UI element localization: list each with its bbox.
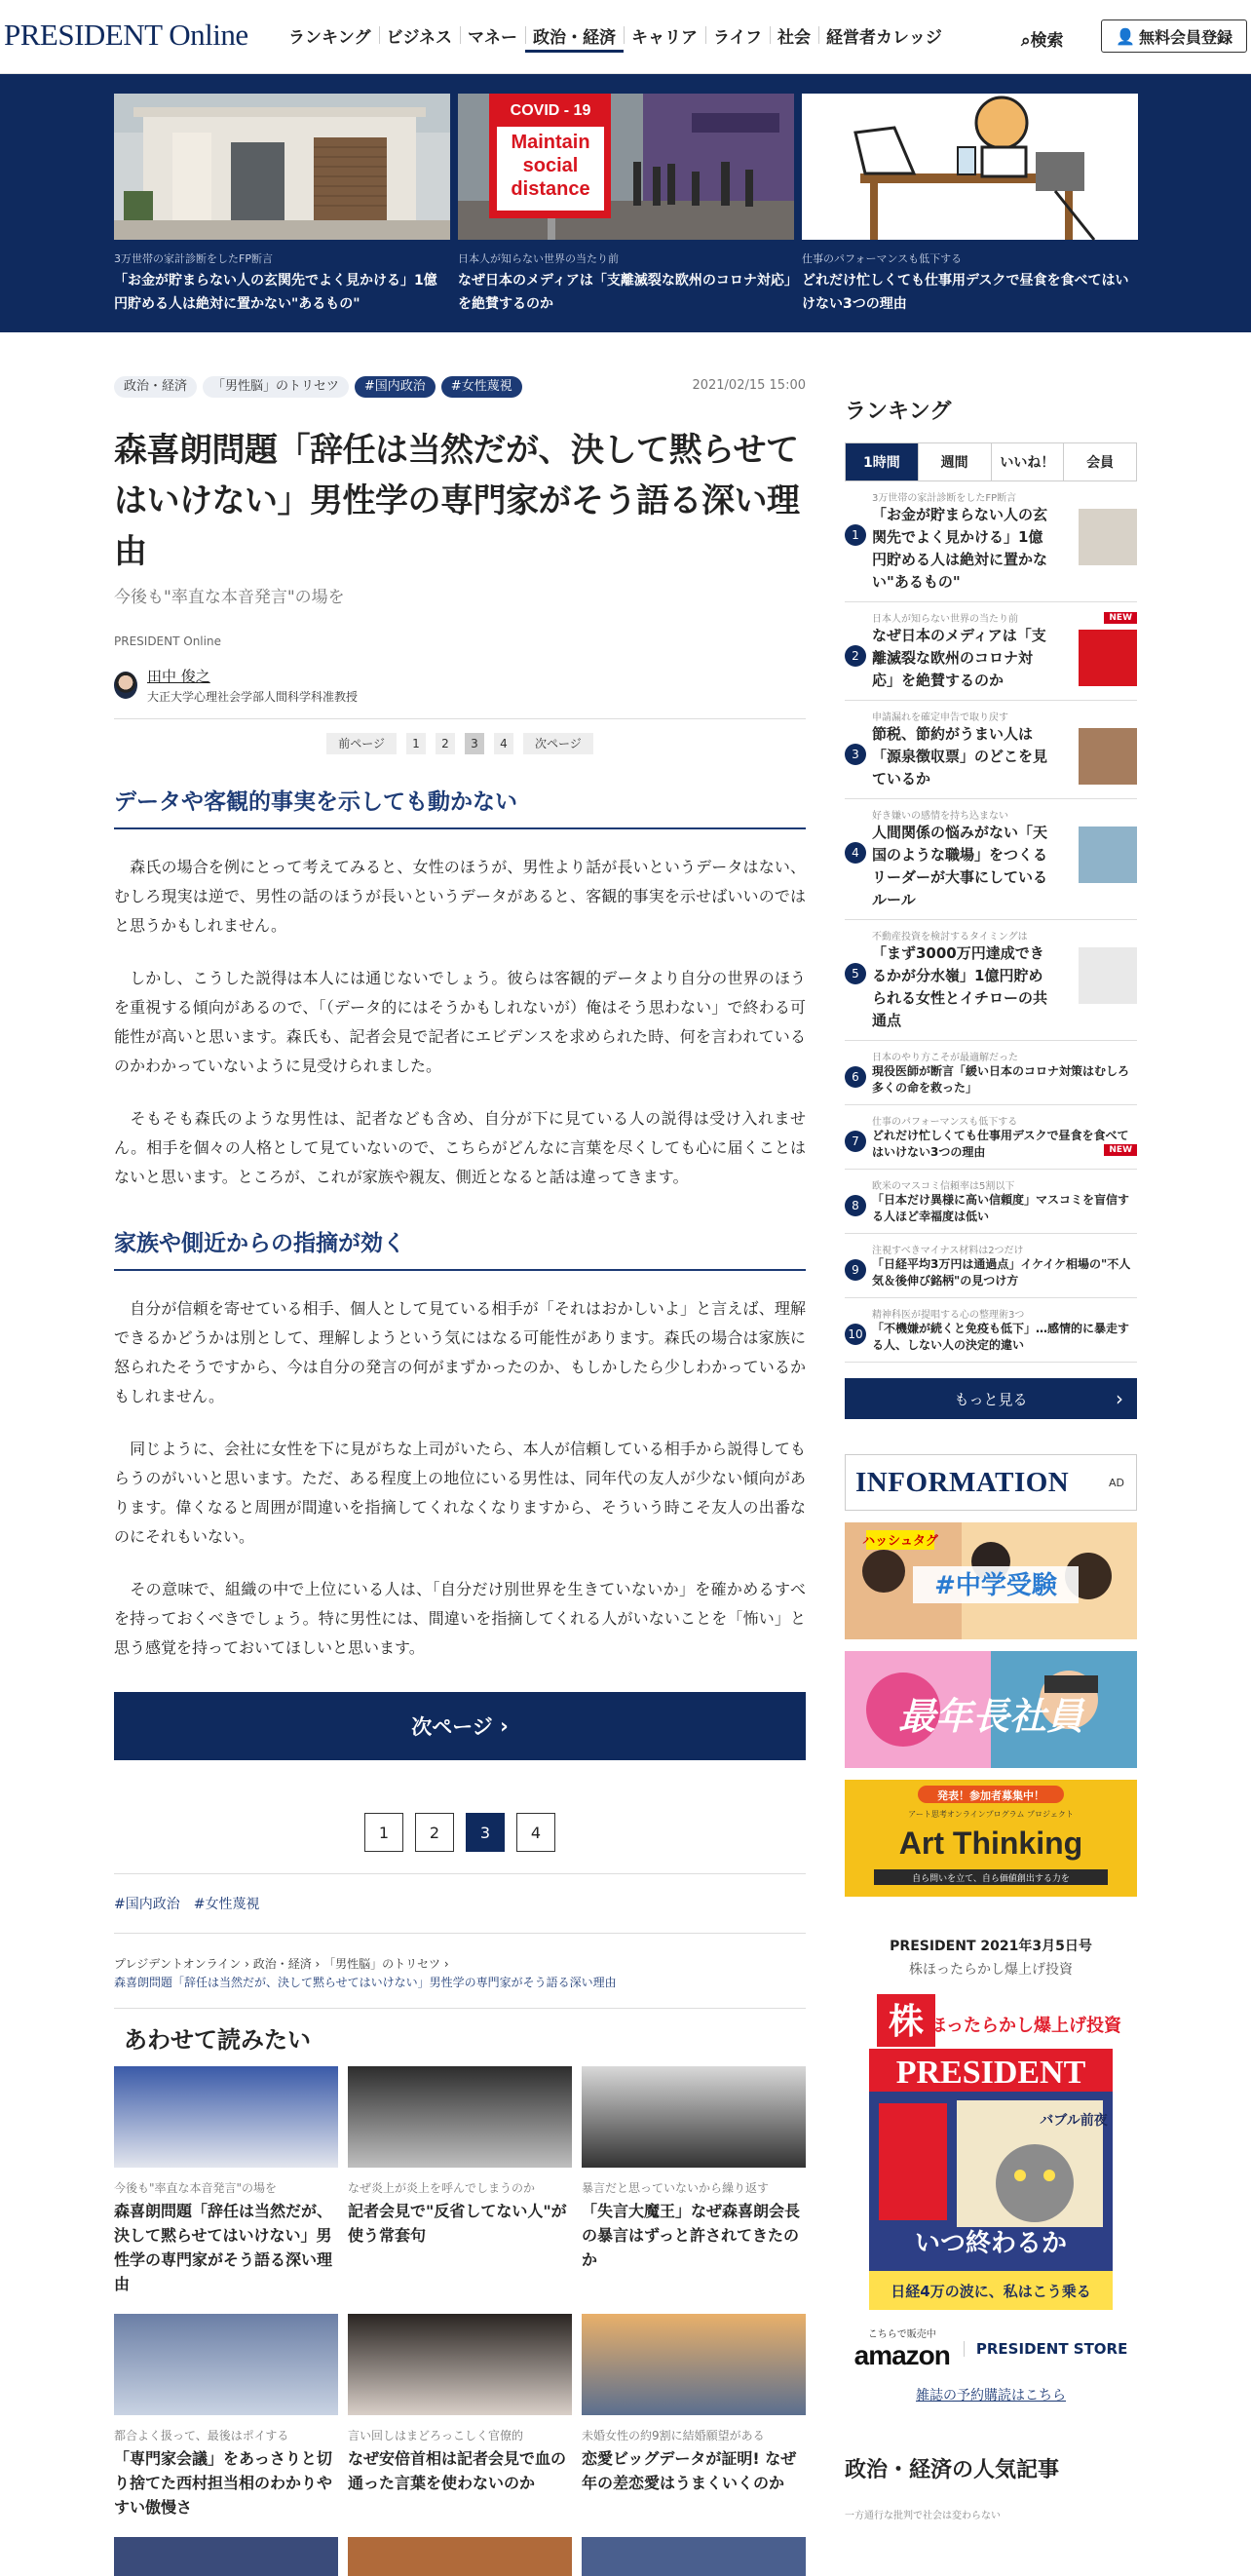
magazine-subtitle: 株ほったらかし爆上げ投資 [909,1962,1073,1978]
more-button[interactable] [845,1378,1137,1419]
bottom-tags [114,1873,806,1934]
related-card[interactable] [114,2066,338,2296]
ranking-number: 7 [845,1131,866,1152]
ranking-number: 1 [845,524,866,546]
ranking-item-category: 日本人が知らない世界の当たり前 [872,614,1018,625]
article-tag[interactable]: #女性蔑視 [441,376,522,398]
related-row [114,2537,806,2576]
breadcrumb-separator: › [311,1957,324,1971]
paragraph: しかし、こうした説得は本人には通じないでしょう。彼らは客観的データより自分の世界のほうを重視する傾向があるので、「（データ的にはそうかもしれないが）俺はそう思わない」で終わる可能性が高いと思います。森氏も、記者会見で記者にエビデンスを求められた時、何を言われているのかわかっていないように見受けられました。 [114,969,806,1075]
magazine-issue: PRESIDENT 2021年3月5日号 [890,1939,1092,1954]
related-card[interactable] [582,2066,806,2296]
new-badge: NEW [1104,612,1137,624]
store-links [845,2326,1137,2371]
cover-bubble: バブル前夜 [1040,2113,1108,2129]
related-card-category: 未婚女性の約9割に結婚願望がある [582,2429,765,2442]
ranking-thumbnail [1079,827,1137,883]
paragraph: 自分が信頼を寄せている相手、個人として見ている相手が「それはおかしいよ」と言えば、理解できるかどうかは別として、理解しようという気にはなる可能性があります。森氏の場合は家族に怒られたそうですから、今は自分の発言の何がまずかったのか、もしかしたら少しわかっているかもしれません。 [114,1299,806,1405]
related-card-category: なぜ炎上が炎上を呼んでしまうのか [348,2181,536,2195]
ranking-item[interactable] [845,1170,1137,1234]
related-card[interactable] [114,2314,338,2519]
hero-carousel [0,74,1251,332]
related-card-category: 都合よく扱って、最後はポイする [114,2429,289,2442]
hero-card-category: 3万世帯の家計診断をしたFP断言 [114,252,273,265]
related-image-minister-mask [114,2314,338,2415]
ranking-tab[interactable]: 会員 [1086,455,1115,471]
related-card[interactable] [582,2314,806,2519]
ranking-item-title: 「お金が貯まらない人の玄関先でよく見かける」1億円貯める人は絶対に置かない"あるもの" [872,506,1048,591]
page-number-button[interactable]: 3 [465,733,484,754]
article-tag[interactable]: #国内政治 [355,376,436,398]
breadcrumb-separator: › [440,1957,449,1971]
related-image-abe [348,2314,572,2415]
information-heading: INFORMATION [855,1466,1070,1498]
breadcrumb-item[interactable]: 「男性脳」のトリセツ [323,1957,441,1971]
banner-art-title: Art Thinking [898,1826,1083,1861]
new-badge: NEW [1104,1144,1137,1156]
cover-logo: PRESIDENT [895,2055,1086,2091]
sign-line-4: distance [511,178,590,200]
amazon-caption: こちらで販売中 [867,2329,936,2340]
chevron-right-icon: › [1116,1387,1123,1410]
article-subtitle: 今後も"率直な本音発言"の場を [114,588,345,607]
chevron-right-icon: › [492,1714,509,1738]
prev-page-button[interactable] [326,733,397,754]
article-date: 2021/02/15 15:00 [692,378,806,393]
page-number-button[interactable]: 2 [436,733,455,754]
ranking-number: 10 [845,1324,866,1345]
hero-card-title: どれだけ忙しくても仕事用デスクで昼食を食べてはいけない3つの理由 [802,273,1129,312]
ranking-item-category: 精神科医が提唱する心の整理術3つ [872,1310,1025,1321]
nav-item[interactable]: ビジネス [379,23,461,53]
article-title: 森喜朗問題「辞任は当然だが、決して黙らせてはいけない」男性学の専門家がそう語る深い理由 [114,431,800,571]
hero-image-covid-sign [458,94,794,240]
related-card-image-more[interactable] [582,2537,806,2576]
related-card-image-more[interactable] [114,2537,338,2576]
bottom-tag[interactable]: #女性蔑視 [193,1897,260,1912]
ranking-number: 8 [845,1195,866,1216]
popular-first-category: 一方通行な批判で社会は変わらない [845,2511,1001,2521]
author-block [114,666,806,719]
author-name[interactable]: 田中 俊之 [147,668,210,685]
next-page-small-button[interactable]: 次ページ [523,733,593,754]
related-card-title: 森喜朗問題「辞任は当然だが、決して黙らせてはいけない」男性学の専門家がそう語る深い理由 [114,2202,333,2293]
ranking-item[interactable] [845,1105,1137,1170]
page-number-button[interactable]: 4 [494,733,513,754]
paragraph: その意味で、組織の中で上位にいる人は、「自分だけ別世界を生きていないか」を確かめるすべを持っておくべきでしょう。特に男性には、間違いを指摘してくれる人がいないことを「怖い」と思う感覚を持っておいてほしいと思います。 [114,1580,806,1657]
nav-item[interactable]: ライフ [705,23,770,53]
author-avatar [114,672,137,699]
ranking-tab[interactable]: 1時間 [846,443,919,481]
ranking-item[interactable] [845,602,1137,701]
ranking-item[interactable] [845,1234,1137,1298]
section-heading: データや客観的事実を示しても動かない [114,784,806,829]
page-number-button[interactable]: 1 [364,1813,403,1852]
register-button[interactable] [1101,19,1247,53]
ranking-item-title: 節税、節約がうまい人は「源泉徴収票」のどこを見ているか [872,725,1048,788]
related-card-title: なぜ安倍首相は記者会見で血の通った言葉を使わないのか [348,2449,567,2492]
related-card-category: 今後も"率直な本音発言"の場を [114,2181,278,2195]
related-card[interactable] [348,2314,572,2519]
ranking-tab[interactable]: いいね！ [992,443,1065,481]
ranking-item-category: 欧米のマスコミ信頼率は5割以下 [872,1181,1015,1192]
breadcrumb-item[interactable]: 政治・経済 [252,1957,312,1971]
ranking-thumbnail [1079,509,1137,565]
ranking-thumbnail [1079,630,1137,686]
ranking-item-category: 注視すべきマイナス材料は2つだけ [872,1246,1024,1256]
site-logo[interactable]: PRESIDENT Online [4,18,248,52]
nav-item[interactable]: 社会 [770,23,818,53]
nav-item[interactable]: マネー [460,23,525,53]
hero-image-house [114,94,450,240]
article-meta [114,375,806,398]
related-row [114,2066,806,2296]
banner-oldest-employee[interactable] [845,1651,1137,1768]
ranking-item-category: 仕事のパフォーマンスも低下する [872,1117,1018,1128]
breadcrumb-trail [114,1955,806,1974]
nav-item[interactable]: キャリア [624,23,705,53]
related-image-bowing [348,2066,572,2168]
popular-heading: 政治・経済の人気記事 [845,2458,1060,2482]
register-label: 無料会員登録 [1138,27,1232,47]
ranking-number: 9 [845,1259,866,1281]
magazine-cover[interactable] [869,1988,1121,2310]
sign-line-2: Maintain [511,132,590,153]
related-card-title: 恋愛ビッグデータが証明! なぜ年の差恋愛はうまくいくのか [582,2449,797,2492]
hero-card-title: なぜ日本のメディアは「支離滅裂な欧州のコロナ対応」を絶賛するのか [458,273,791,312]
ranking-item-category: 好き嫌いの感情を持ち込まない [872,811,1008,822]
search-link[interactable] [1021,26,1064,51]
sign-line-3: social [522,155,579,176]
hero-card-title: 「お金が貯まらない人の玄関先でよく見かける」1億円貯める人は絶対に置かない"あるもの" [114,273,437,312]
cover-big-text: いつ終わるか [914,2229,1068,2258]
ranking-number: 2 [845,645,866,667]
subscription-link[interactable]: 雑誌の予約購読はこちら [916,2388,1066,2403]
ranking-thumbnail [1079,728,1137,785]
ranking-item[interactable] [845,1041,1137,1105]
ranking-item-title: どれだけ忙しくても仕事用デスクで昼食を食べてはいけない3つの理由 [872,1129,1129,1159]
ranking-item-title: 「日経平均3万円は通過点」イケイケ相場の"不人気＆後伸び銘柄"の見つけ方 [872,1257,1131,1288]
sign-line-1: COVID - 19 [510,102,591,119]
search-label: 検索 [1030,31,1064,51]
next-page-label: 次ページ [411,1715,493,1739]
ranking-list [845,481,1137,1363]
banner-exam-text: #中学受験 [934,1571,1057,1600]
article-source: PRESIDENT Online [114,634,221,648]
related-card-category: 暴言だと思っていないから繰り返す [582,2181,770,2195]
prev-page-label: 前ページ [338,737,385,750]
ranking-item-category: 申請漏れを確定申告で取り戻す [872,712,1008,723]
ranking-item-category: 3万世帯の家計診断をしたFP断言 [872,493,1017,504]
main-nav [281,23,950,53]
ranking-item-title: 人間関係の悩みがない「天国のような職場」をつくるリーダーが大事にしているルール [872,824,1048,908]
ranking-item-title: 現役医師が断言「緩い日本のコロナ対策はむしろ多くの命を救った」 [872,1064,1130,1095]
related-card[interactable] [348,2066,572,2296]
paragraph: 同じように、会社に女性を下に見がちな上司がいたら、本人が信頼している相手から説得してもらうのがいいと思います。ただ、ある程度上の地位にいる男性は、同年代の友人が少ない傾向があります。偉くなると周囲が間違いを指摘してくれなくなりますから、そういう時こそ友人の出番なのにそれもいない。 [114,1440,806,1546]
paragraph: 森氏の場合を例にとって考えてみると、女性のほうが、男性より話が長いというデータはない、むしろ現実は逆で、男性の話のほうが長いというデータがあると、客観的事実を示せばいいのではと思うかもしれません。 [114,858,806,935]
breadcrumb [114,1955,806,1992]
more-label: もっと見る [954,1390,1028,1408]
cover-headline: ほったらかし爆上げ投資 [929,2016,1121,2036]
amazon-link[interactable] [854,2326,950,2371]
ranking-item-title: 「不機嫌が続くと免疫も低下」…感情的に暴走する人、しない人の決定的違い [872,1322,1130,1352]
breadcrumb-current: 森喜朗問題「辞任は当然だが、決して黙らせてはいけない」男性学の専門家がそう語る深い理由 [114,1976,617,1989]
nav-item[interactable]: 経営者カレッジ [825,28,942,48]
site-header [0,0,1251,74]
article-tag[interactable]: 「男性脳」のトリセツ [203,376,349,398]
hero-card[interactable] [802,94,1138,316]
bottom-pager [114,1813,806,1852]
banner-exam[interactable] [845,1522,1137,1639]
article-tag[interactable]: 政治・経済 [114,376,197,398]
hero-card-category: 仕事のパフォーマンスも低下する [802,252,963,265]
nav-item[interactable]: ランキング [281,23,379,53]
ranking-item[interactable] [845,481,1137,602]
ranking-thumbnail [1079,947,1137,1004]
ranking-item-title: 「まず3000万円達成できるかが分水嶺」1億円貯められる女性とイチローの共通点 [872,944,1048,1029]
ranking-item[interactable] [845,1298,1137,1363]
magazine-block [845,1936,1137,2404]
section-heading: 家族や側近からの指摘が効く [114,1225,806,1271]
related-image-mori [582,2066,806,2168]
ranking-number: 4 [845,842,866,864]
next-page-button[interactable] [114,1692,806,1760]
page-number-button[interactable]: 1 [406,733,426,754]
related-card-title: 記者会見で"反省してない人"が使う常套句 [348,2202,567,2245]
ranking-item[interactable] [845,701,1137,799]
page-number-button[interactable]: 4 [516,1813,555,1852]
ranking-tab[interactable]: 週間 [919,443,992,481]
hero-card[interactable] [114,94,450,316]
article [114,375,806,2576]
related-row [114,2314,806,2519]
ad-label: AD [1109,1476,1124,1489]
banner-art-mid: アート思考オンラインプログラム プロジェクト [908,1810,1074,1819]
related-articles [114,2008,806,2576]
banner-art-thinking[interactable] [845,1780,1137,1897]
top-pager [114,733,806,754]
ranking-number: 3 [845,744,866,765]
president-store-link[interactable]: PRESIDENT STORE [964,2341,1127,2357]
hero-card[interactable] [458,94,794,316]
breadcrumb-separator: › [241,1957,253,1971]
ranking-item-title: なぜ日本のメディアは「支離滅裂な欧州のコロナ対応」を絶賛するのか [872,627,1046,689]
related-heading: あわせて読みたい [124,2026,311,2054]
banner-art-bottom: 自ら問いを立て、自ら価値創出する力を [912,1874,1070,1884]
ranking-item-title: 「日本だけ異様に高い信頼度」マスコミを盲信する人ほど幸福度は低い [872,1193,1130,1223]
hero-image-desk-illustration [802,94,1138,240]
author-role: 大正大学心理社会学部人間科学科准教授 [147,690,359,704]
related-image-press-conference [114,2066,338,2168]
paragraph: そもそも森氏のような男性は、記者なども含め、自分が下に見ている人の説得は受け入れません。相手を個々の人格として見ていないので、こちらがどんなに言葉を尽くしても心に届くことはないと思います。ところが、これが家族や親友、側近となると話は違ってきます。 [114,1109,806,1186]
sidebar [845,395,1137,2521]
ranking-number: 6 [845,1066,866,1088]
ranking-item[interactable] [845,920,1137,1041]
amazon-logo: amazon [853,2340,950,2370]
page-number-button[interactable]: 2 [415,1813,454,1852]
cover-kabu: 株 [888,2002,925,2042]
bottom-tag[interactable]: #国内政治 [114,1897,180,1912]
user-icon: 👤 [1116,26,1135,46]
hero-card-category: 日本人が知らない世界の当たり前 [458,252,619,265]
page-number-button[interactable]: 3 [466,1813,505,1852]
banner-exam-tag: ハッシュタグ [862,1534,938,1549]
ranking-heading: ランキング [845,400,952,424]
search-icon: ⌕ [1021,31,1031,51]
related-card-image-more[interactable] [348,2537,572,2576]
banner-art-top: 発表！参加者募集中！ [937,1789,1044,1802]
cover-bottom: 日経4万の波に、私はこう乗る [891,2283,1091,2300]
related-card-title: 「失言大魔王」なぜ森喜朗会長の暴言はずっと許されてきたのか [582,2202,801,2269]
nav-item[interactable]: 政治・経済 [525,23,624,53]
related-card-category: 言い回しはまどろっこしく官僚的 [348,2429,524,2442]
related-image-hands-sunset [582,2314,806,2415]
ranking-number: 5 [845,963,866,984]
ranking-item-category: 日本のやり方こそが最適解だった [872,1053,1018,1063]
ranking-item[interactable] [845,799,1137,920]
banner-oldest-text: 最年長社員 [897,1695,1084,1738]
breadcrumb-item[interactable]: プレジデントオンライン [114,1957,242,1971]
ranking-tabs [845,442,1137,481]
ranking-item-category: 不動産投資を検討するタイミングは [872,932,1028,942]
information-box [845,1454,1137,1511]
related-card-title: 「専門家会議」をあっさりと切り捨てた西村担当相のわかりやすい傲慢さ [114,2449,333,2517]
